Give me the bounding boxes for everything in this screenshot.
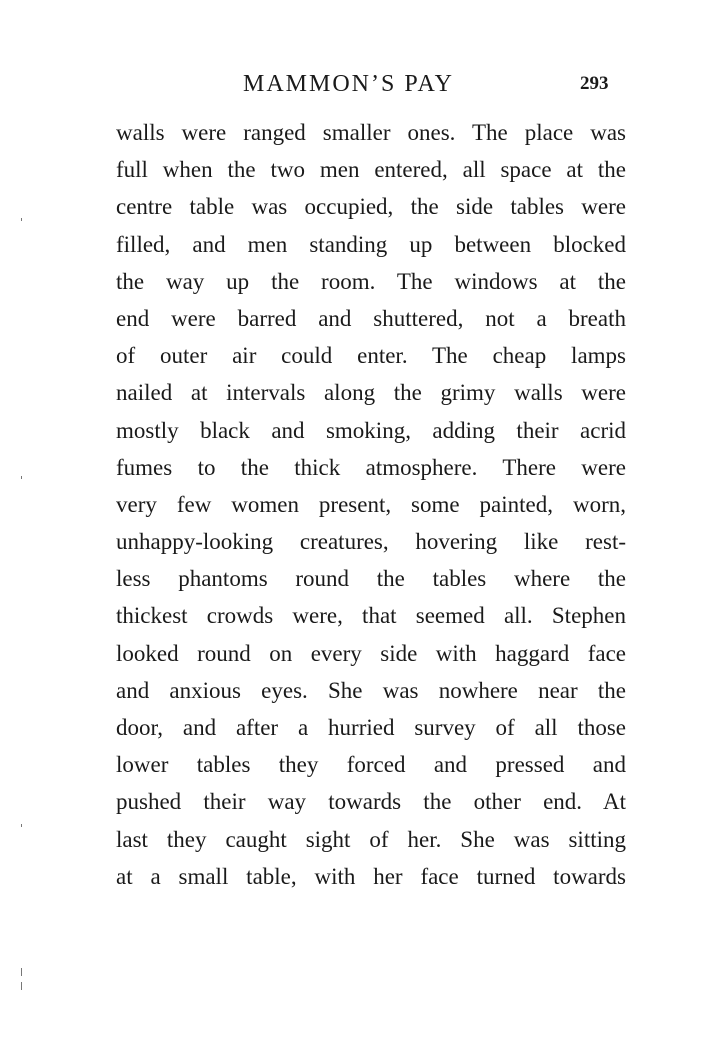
text-line: nailed at intervals along the grimy walls were: [116, 380, 626, 406]
text-line: end were barred and shuttered, not a breath: [116, 305, 626, 331]
scan-mark: [21, 218, 22, 221]
text-line: unhappy-looking creatures, hovering like rest-: [116, 529, 626, 555]
body-text: [116, 114, 626, 895]
text-line: door, and after a hurried survey of all those: [116, 715, 626, 740]
text-line: the way up the room. The windows at the: [116, 268, 626, 294]
scan-mark: [21, 824, 22, 827]
running-head: [0, 68, 716, 100]
page-number: 293: [580, 73, 609, 94]
text-line: walls were ranged smaller ones. The place was: [116, 120, 626, 145]
text-line: mostly black and smoking, adding their acrid: [116, 417, 626, 443]
text-line: lower tables they forced and pressed and: [116, 752, 626, 778]
text-line: filled, and men standing up between blocked: [116, 231, 626, 257]
text-line: centre table was occupied, the side tables were: [116, 194, 626, 220]
running-title: MAMMON’S PAY: [243, 71, 454, 97]
text-line: full when the two men entered, all space at the: [116, 157, 626, 183]
text-line: very few women present, some painted, worn,: [116, 491, 626, 517]
text-line: less phantoms round the tables where the: [116, 566, 626, 592]
scan-mark: [21, 968, 22, 976]
text-line: last they caught sight of her. She was sitting: [116, 826, 626, 852]
text-line: and anxious eyes. She was nowhere near the: [116, 677, 626, 703]
scan-mark: [21, 982, 22, 990]
text-line: pushed their way towards the other end. At: [116, 789, 626, 815]
text-line: at a small table, with her face turned towards: [116, 863, 626, 889]
text-line: looked round on every side with haggard face: [116, 640, 626, 666]
text-line: of outer air could enter. The cheap lamps: [116, 343, 626, 369]
text-line: fumes to the thick atmosphere. There were: [116, 454, 626, 480]
scan-mark: [21, 476, 22, 479]
text-line: thickest crowds were, that seemed all. Stephen: [116, 603, 626, 629]
